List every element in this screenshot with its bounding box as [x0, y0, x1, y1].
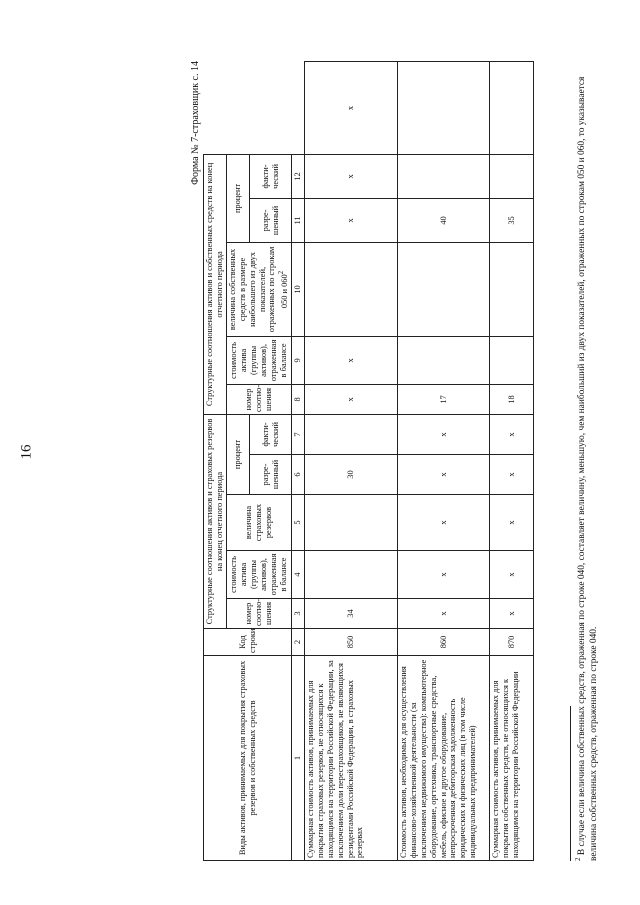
row-code: 860	[397, 629, 489, 656]
header-percent-1: процент	[226, 414, 250, 494]
table-cell: х	[489, 599, 533, 629]
footnote	[574, 61, 601, 861]
header-group-own-funds: Структурные соотношения активов и собственных средств на конец отчетного периода	[204, 154, 227, 414]
table-cell: 17	[397, 384, 489, 414]
column-number: 7	[292, 414, 305, 454]
row-description: Суммарная стоимость активов, принимаемых для покрытия собственных средств, не относящихся к находящимся на территории Российской Федерации	[489, 656, 533, 861]
table-cell	[304, 242, 397, 336]
table-cell	[489, 242, 533, 336]
table-cell: 30	[304, 455, 397, 495]
row-description: Стоимость активов, необходимых для осуществления финансово-хозяйственной деятельности (за исключением недвижимого имущества): компьютерное оборудование, оргтехника, транспортные средства, мебель, офисное и другое оборудование, непросроченная дебиторская задолженность юридических и физических лиц (в том числе индивидуальных предпринимателей)	[397, 656, 489, 861]
form-label: Форма № 7-страховщик с. 14	[190, 61, 201, 185]
column-number: 1	[292, 656, 305, 861]
header-asset-value-1: стоимость актива (группы активов), отраженная в балансе	[226, 551, 291, 599]
table-cell	[304, 414, 397, 454]
table-cell: 18	[489, 384, 533, 414]
table-row	[304, 62, 397, 861]
column-number: 4	[292, 551, 305, 599]
header-allowed-1: разре-шенный	[250, 455, 292, 495]
table-cell: х	[489, 551, 533, 599]
header-actual-1: факти-ческий	[250, 414, 292, 454]
table-cell: х	[304, 384, 397, 414]
column-number: 8	[292, 384, 305, 414]
rotated-page-content	[190, 61, 520, 861]
footnote-area	[570, 61, 630, 861]
table-row	[397, 62, 489, 861]
table-cell	[397, 336, 489, 384]
header-allowed-2: разре-шенный	[250, 198, 292, 242]
header-group-reserves: Структурные соотношения активов и страховых резервов на конец отчетного периода	[204, 414, 227, 628]
table-cell: х	[397, 551, 489, 599]
column-number: 9	[292, 336, 305, 384]
header-number-ratio-2: номер соотно-шения	[226, 384, 291, 414]
page-number: 16	[18, 444, 35, 460]
table-cell: х	[397, 455, 489, 495]
table-cell	[304, 495, 397, 551]
header-row-1	[204, 62, 227, 861]
table-cell	[489, 62, 533, 155]
table-cell: х	[489, 414, 533, 454]
footnote-rule	[570, 706, 571, 861]
footnote-text: В случае если величина собственных средств, отраженная по строке 040, составляет величину, меньшую, чем наибольший из двух показателей, отраженных по строкам 050 и 060, то указывается величина собственных средств, отраженная по строке 040.	[577, 76, 599, 861]
footnote-mark: 2	[574, 857, 582, 861]
header-own-funds-value: величина собственных средств в размере наибольшего из двух показателей, отраженных по строкам 050 и 060$^2$	[226, 242, 291, 336]
table-cell: х	[304, 154, 397, 198]
footnote-reference: 2	[277, 270, 286, 275]
header-percent-2: процент	[226, 154, 250, 242]
table-cell: х	[489, 455, 533, 495]
table-cell	[489, 154, 533, 198]
table-cell: х	[489, 495, 533, 551]
row-code: 870	[489, 629, 533, 656]
header-reserves-value: величина страховых резервов	[226, 495, 291, 551]
header-number-ratio-1: номер соотно-шения	[226, 599, 291, 629]
column-number: 11	[292, 198, 305, 242]
table-cell: х	[304, 62, 397, 155]
column-number: 3	[292, 599, 305, 629]
table-cell	[489, 336, 533, 384]
column-number: 2	[292, 629, 305, 656]
table-cell: 35	[489, 198, 533, 242]
column-number: 6	[292, 455, 305, 495]
table-row	[489, 62, 533, 861]
table-cell: 34	[304, 599, 397, 629]
row-description: Суммарная стоимость активов, принимаемых для покрытия страховых резервов, не относящихся к находящимся на территории Российской Федерации, за исключением доли перестраховщиков, не являющихся резидентами Российской Федерации, в страховых резервах	[304, 656, 397, 861]
column-number: 5	[292, 495, 305, 551]
table-cell: х	[397, 414, 489, 454]
table-cell: х	[304, 198, 397, 242]
table-cell	[397, 62, 489, 155]
row-code: 850	[304, 629, 397, 656]
table-cell: х	[397, 495, 489, 551]
header-code: Код строки	[204, 629, 292, 656]
table-cell	[304, 551, 397, 599]
table-cell	[397, 242, 489, 336]
column-number: 10	[292, 242, 305, 336]
column-numbers-row	[292, 62, 305, 861]
table-cell: х	[304, 336, 397, 384]
header-actual-2: факти-ческий	[250, 154, 292, 198]
header-asset-value-2: стоимость актива (группы активов), отраженная в балансе	[226, 336, 291, 384]
table-cell: х	[397, 599, 489, 629]
assets-ratio-table	[203, 61, 534, 861]
table-cell	[397, 154, 489, 198]
header-kinds: Виды активов, принимаемых для покрытия страховых резервов и собственных средств	[204, 656, 292, 861]
table-cell: 40	[397, 198, 489, 242]
column-number: 12	[292, 154, 305, 198]
